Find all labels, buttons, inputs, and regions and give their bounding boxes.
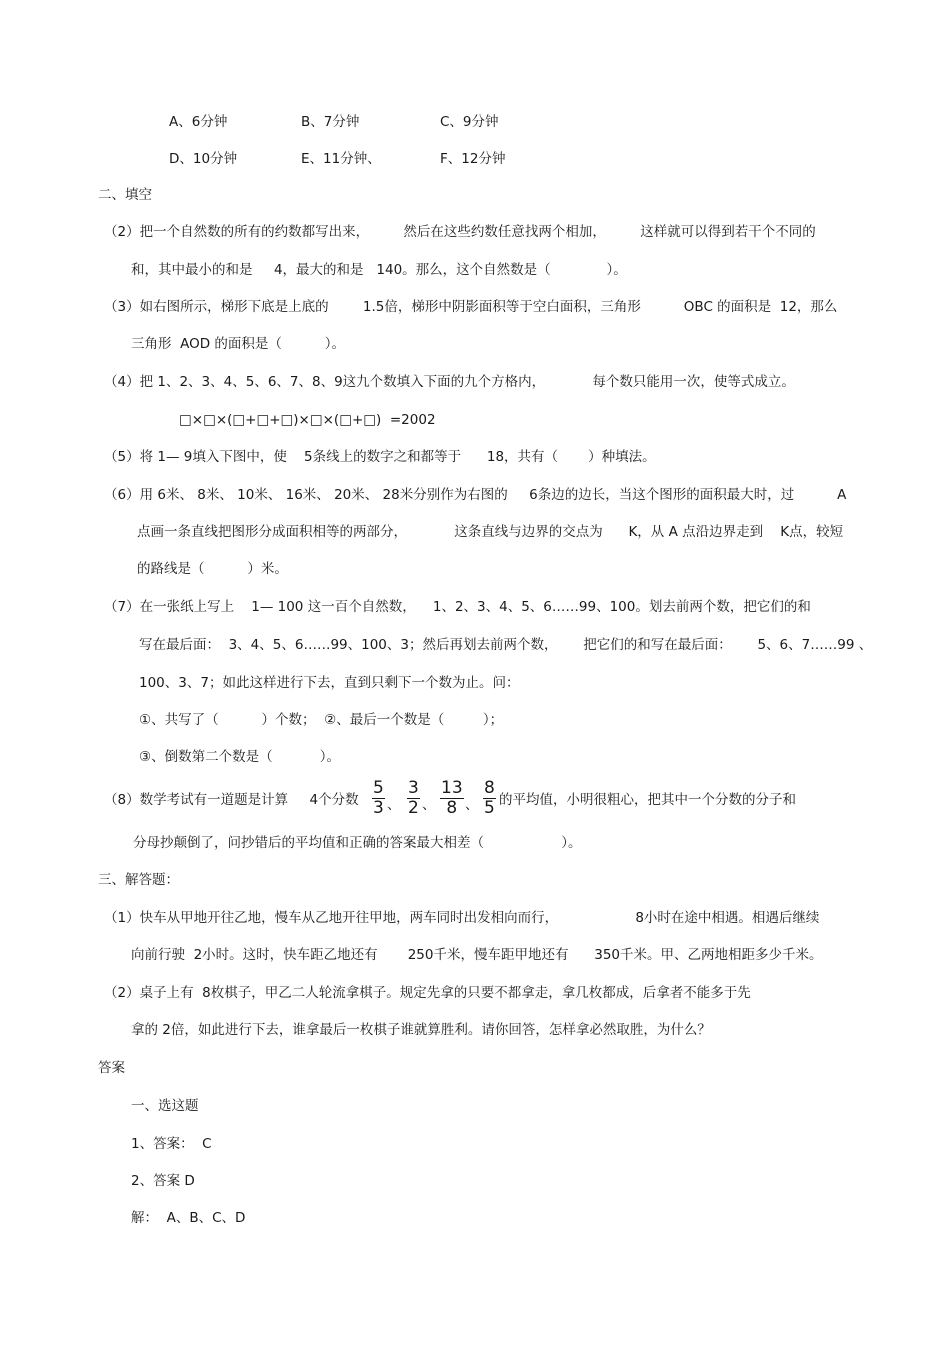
q8-fraction-1 <box>372 779 385 818</box>
q7-line2: 写在最后面： 3、4、5、6……99、100、3；然后再划去前两个数， 把它们的和写在最后面： 5、6、7……99 、 <box>139 637 873 653</box>
fraction-numerator: 3 <box>408 778 419 798</box>
section2-title: 二、填空 <box>98 187 152 203</box>
fraction-denominator: 8 <box>446 798 458 818</box>
choice-a: A、6分钟 <box>169 114 228 130</box>
fraction-numerator: 8 <box>484 778 495 798</box>
q5-line1: （5）将 1— 9填入下图中，使 5条线上的数字之和都等于 18，共有（ ）种填法。 <box>104 449 656 465</box>
fraction-numerator: 5 <box>373 778 384 798</box>
choice-b: B、7分钟 <box>301 114 360 130</box>
q8-prefix: （8）数学考试有一道题是计算 4个分数 <box>104 792 359 808</box>
q8-line2: 分母抄颠倒了，问抄错后的平均值和正确的答案最大相差（ ）。 <box>133 835 582 851</box>
q8-fraction-3 <box>440 779 464 818</box>
q6-line2: 点画一条直线把图形分成面积相等的两部分， 这条直线与边界的交点为 K，从 A 点沿边界走到 K点，较短 <box>137 524 844 540</box>
choice-e: E、11分钟、 <box>301 151 381 167</box>
fraction-numerator: 13 <box>441 778 463 798</box>
answer-2: 2、答案 D <box>131 1173 195 1189</box>
q2-line1: （2）把一个自然数的所有的约数都写出来， 然后在这些约数任意找两个相加， 这样就可以得到若干个不同的 <box>104 224 816 240</box>
q8-sep-3: 、 <box>465 797 479 813</box>
q3-line2: 三角形 AOD 的面积是（ ）。 <box>131 336 346 352</box>
q4-line1: （4）把 1、2、3、4、5、6、7、8、9这九个数填入下面的九个方格内， 每个数只能用一次，使等式成立。 <box>104 374 795 390</box>
q8-sep-1: 、 <box>387 797 401 813</box>
q3-line1: （3）如右图所示，梯形下底是上底的 1.5倍，梯形中阴影面积等于空白面积，三角形 OBC 的面积是 12，那么 <box>104 299 838 315</box>
answers-title: 答案 <box>98 1060 125 1076</box>
s3-q1-line2: 向前行驶 2小时。这时，快车距乙地还有 250千米，慢车距甲地还有 350千米。甲、乙两地相距多少千米。 <box>131 947 823 963</box>
fraction-denominator: 2 <box>408 798 419 818</box>
q7-line5: ③、倒数第二个数是（ ）。 <box>139 749 341 765</box>
q7-line4: ①、共写了（ ）个数； ②、最后一个数是（ ）； <box>139 712 504 728</box>
fraction-denominator: 3 <box>373 798 384 818</box>
q7-line1: （7）在一张纸上写上 1— 100 这一百个自然数， 1、2、3、4、5、6……99、100。划去前两个数，把它们的和 <box>104 599 811 615</box>
q8-sep-2: 、 <box>422 797 436 813</box>
section3-title: 三、解答题： <box>98 872 179 888</box>
q6-line3: 的路线是（ ）米。 <box>137 561 288 577</box>
choice-f: F、12分钟 <box>440 151 506 167</box>
q2-line2: 和，其中最小的和是 4，最大的和是 140。那么，这个自然数是（ ）。 <box>131 262 627 278</box>
choice-c: C、9分钟 <box>440 114 499 130</box>
answer-1: 1、答案： C <box>131 1136 212 1152</box>
fraction-denominator: 5 <box>484 798 495 818</box>
q6-line1: （6）用 6米、 8米、 10米、 16米、 20米、 28米分别作为右图的 6条边的边长，当这个图形的面积最大时，过 A <box>104 487 847 503</box>
answers-subtitle: 一、选这题 <box>131 1098 199 1114</box>
q8-fraction-2 <box>407 779 420 818</box>
q8-suffix: 的平均值，小明很粗心，把其中一个分数的分子和 <box>499 792 796 808</box>
s3-q2-line1: （2）桌子上有 8枚棋子，甲乙二人轮流拿棋子。规定先拿的只要不都拿走，拿几枚都成，后拿者不能多于先 <box>104 985 751 1001</box>
s3-q1-line1: （1）快车从甲地开往乙地，慢车从乙地开往甲地，两车同时出发相向而行， 8小时在途中相遇。相遇后继续 <box>104 910 820 926</box>
answer-2-solution: 解： A、B、C、D <box>131 1210 246 1226</box>
q4-equation: □×□×(□+□+□)×□×(□+□) =2002 <box>179 412 436 428</box>
q7-line3: 100、3、7；如此这样进行下去，直到只剩下一个数为止。问： <box>139 675 520 691</box>
q8-fraction-4 <box>483 779 496 818</box>
choice-d: D、10分钟 <box>169 151 238 167</box>
s3-q2-line2: 拿的 2倍，如此进行下去，谁拿最后一枚棋子谁就算胜利。请你回答，怎样拿必然取胜，为什么？ <box>131 1022 711 1038</box>
